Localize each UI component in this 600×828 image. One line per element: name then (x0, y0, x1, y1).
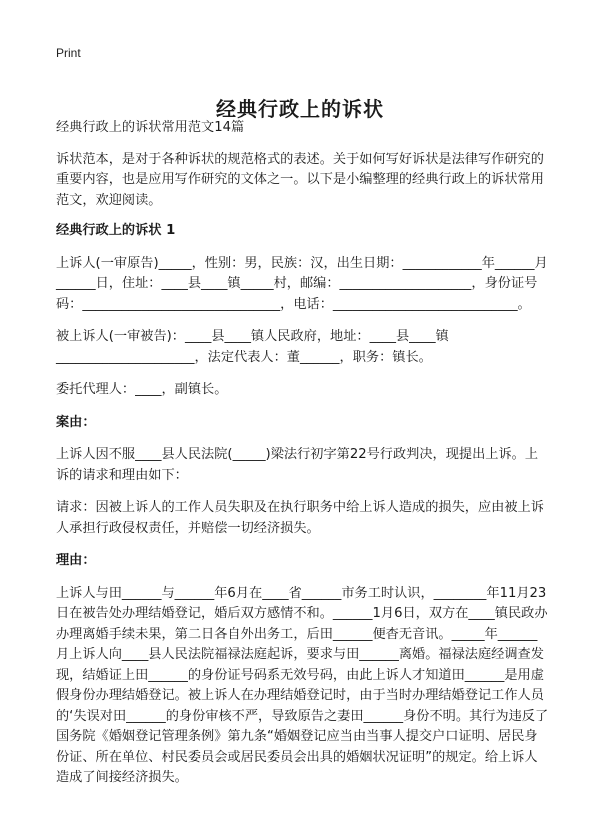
request-paragraph: 请求：因被上诉人的工作人员失职及在执行职务中给上诉人造成的损失，应由被上诉人承担行政侵权责任，并赔偿一切经济损失。 (56, 500, 544, 536)
reason-heading: 理由： (56, 553, 96, 568)
section-heading-1: 经典行政上的诉状 1 (56, 223, 176, 238)
document-subtitle: 经典行政上的诉状常用范文14篇 (56, 120, 245, 135)
page-title: 经典行政上的诉状 (216, 97, 384, 122)
intro-paragraph: 诉状范本，是对于各种诉状的规范格式的表述。关于如何写好诉状是法律写作研究的重要内容，也是应用写作研究的文体之一。以下是小编整理的经典行政上的诉状常用范文，欢迎阅读。 (56, 151, 544, 208)
document-body (56, 118, 550, 801)
print-link[interactable]: Print (56, 46, 81, 60)
agent-paragraph: 委托代理人：____，副镇长。 (56, 382, 228, 397)
case-heading: 案由： (56, 414, 96, 430)
reason-paragraph: 上诉人与田______与______年6月在____省______市务工时认识，________年11月23日在被告处办理结婚登记，婚后双方感情不和。______1月6日，双方在____镇民政办办理离婚手续未果，第二日各自外出务工，后田______便杳无音讯。_____年______月上诉人向____县人民法院福禄法庭起诉，要求与田______离婚。福禄法庭经调查发现，结婚证上田______的身份证号码系无效号码，由此上诉人才知道田______是用虚假身份办理结婚登记。被上诉人在办理结婚登记时，由于当时办理结婚登记工作人员的‘失误对田______的身份审核不严，导致原告之妻田______身份不明。其行为违反了国务院《婚姻登记管理条例》第九条“婚姻登记应当由当事人提交户口证明、居民身份证、所在单位、村民委员会或居民委员会出具的婚姻状况证明”的规定。给上诉人造成了间接经济损失。 (56, 585, 549, 785)
appellant-paragraph: 上诉人(一审原告)_____，性别：男，民族：汉，出生日期：____________年______月______日，住址：____县____镇_____村，邮编：____________________，身份证号码：______________________________，电话：____________________________。 (56, 255, 548, 312)
case-paragraph: 上诉人因不服____县人民法院(_____)梁法行初字第22号行政判决，现提出上诉。上诉的请求和理由如下： (56, 447, 539, 483)
appellee-paragraph: 被上诉人(一审被告)：____县____镇人民政府，地址：____县____镇_____________________，法定代表人：董______，职务：镇长。 (56, 329, 449, 365)
